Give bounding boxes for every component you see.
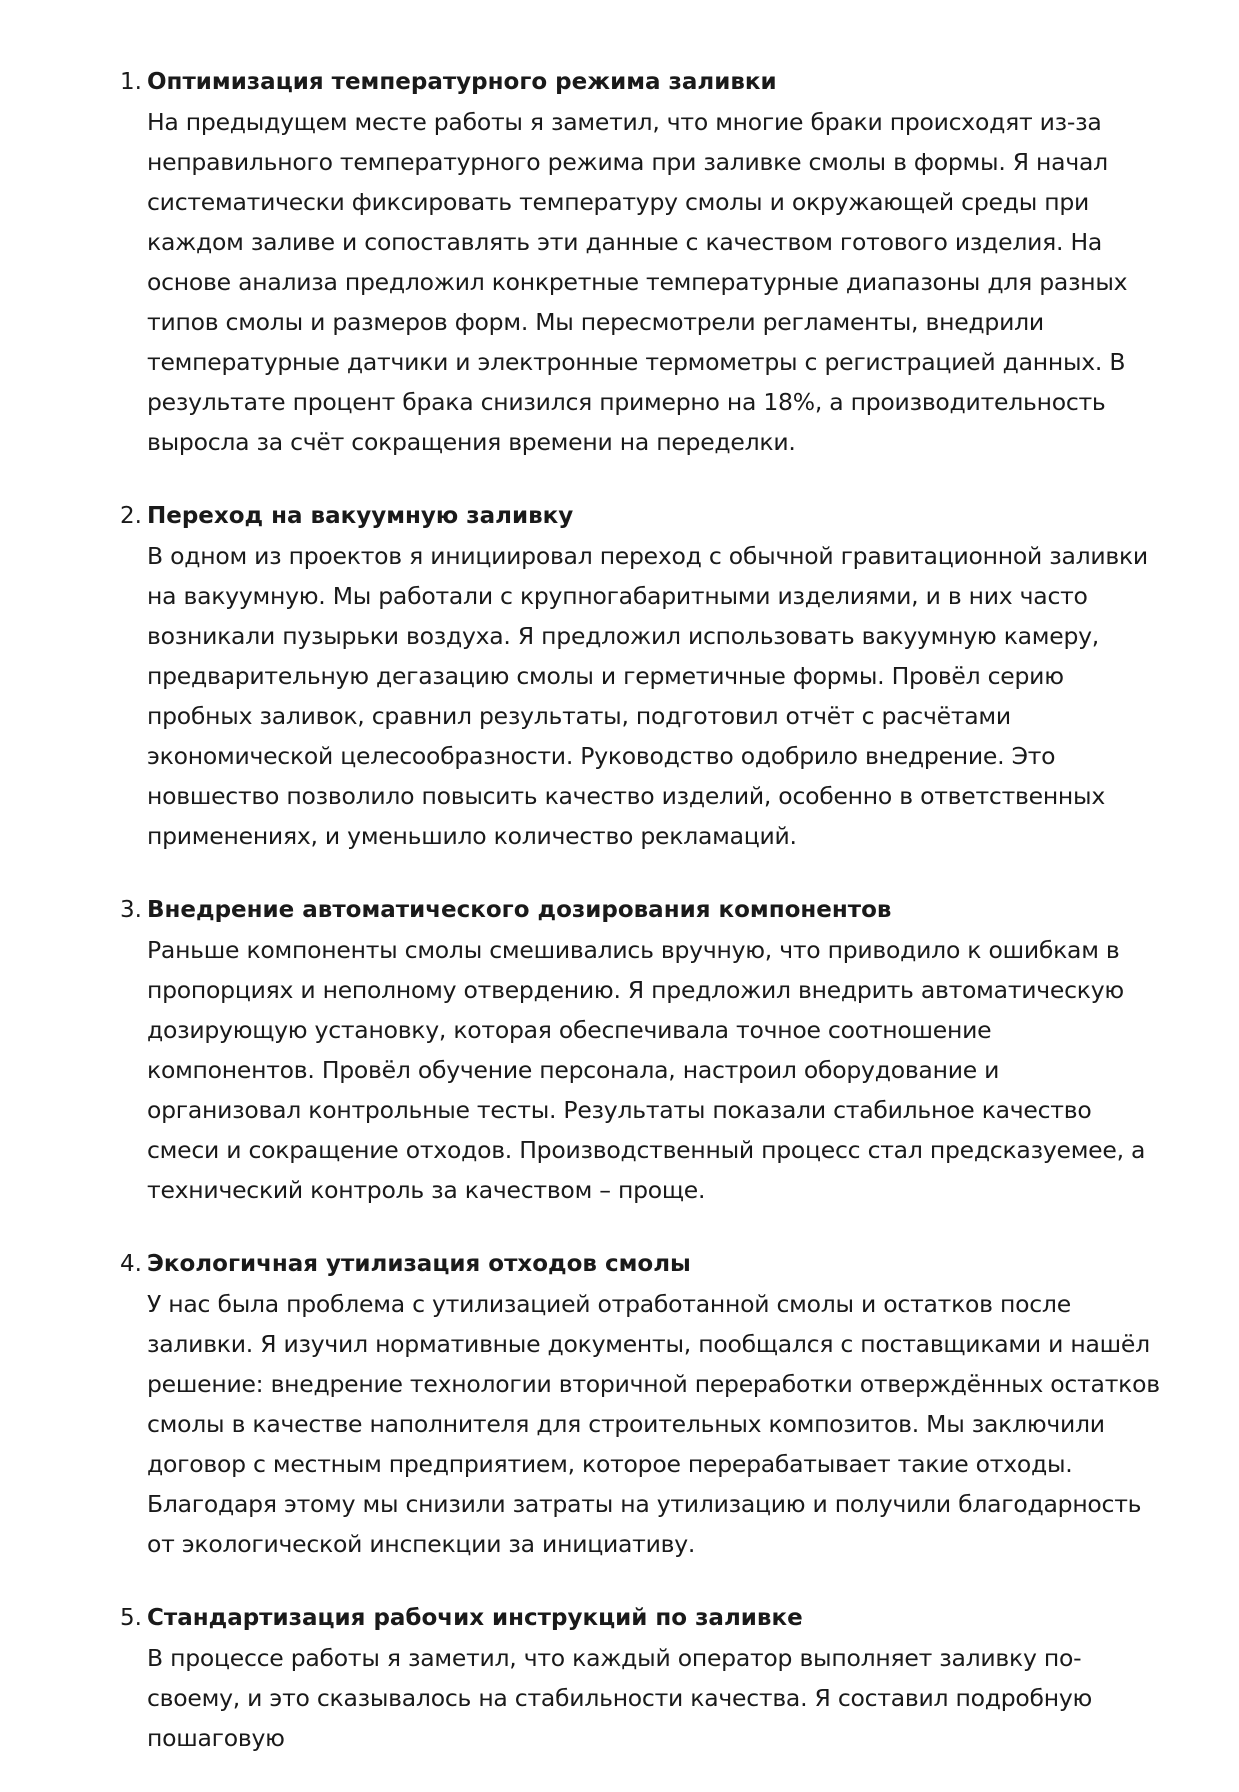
item-number: 2. <box>120 503 142 529</box>
item-text: Раньше компоненты смолы смешивались вручную, что приводило к ошибкам в пропорциях и неполному отвердению. Я предложил внедрить автоматическую дозирующую установку, которая обеспечивала точное соотношение компонентов. Провёл обучение персонала, настроил оборудование и организовал контрольные тесты. Результаты показали стабильное качество смеси и сокращение отходов. Производственный процесс стал предсказуемее, а технический контроль за качеством – проще. <box>147 936 1146 1204</box>
item-number: 1. <box>120 69 142 95</box>
list-item-1 <box>120 62 1160 462</box>
item-content <box>147 496 1160 856</box>
item-number: 5. <box>120 1605 142 1631</box>
item-content <box>147 890 1160 1210</box>
document-page <box>120 62 1160 1792</box>
item-text: На предыдущем месте работы я заметил, что многие браки происходят из-за неправильного температурного режима при заливке смолы в формы. Я начал систематически фиксировать температуру смолы и окружающей среды при каждом заливе и сопоставлять эти данные с качеством готового изделия. На основе анализа предложил конкретные температурные диапазоны для разных типов смолы и размеров форм. Мы пересмотрели регламенты, внедрили температурные датчики и электронные термометры с регистрацией данных. В результате процент брака снизился примерно на 18%, а производительность выросла за счёт сокращения времени на переделки. <box>147 108 1128 456</box>
item-content <box>147 1244 1160 1564</box>
item-title: Оптимизация температурного режима заливки <box>147 69 777 95</box>
item-number: 4. <box>120 1251 142 1277</box>
item-title: Стандартизация рабочих инструкций по заливке <box>147 1605 803 1631</box>
item-content <box>147 1598 1160 1758</box>
item-content <box>147 62 1160 462</box>
item-text: В одном из проектов я инициировал переход с обычной гравитационной заливки на вакуумную. Мы работали с крупногабаритными изделиями, и в них часто возникали пузырьки воздуха. Я предложил использовать вакуумную камеру, предварительную дегазацию смолы и герметичные формы. Провёл серию пробных заливок, сравнил результаты, подготовил отчёт с расчётами экономической целесообразности. Руководство одобрило внедрение. Это новшество позволило повысить качество изделий, особенно в ответственных применениях, и уменьшило количество рекламаций. <box>147 542 1148 850</box>
item-title: Экологичная утилизация отходов смолы <box>147 1251 691 1277</box>
item-title: Внедрение автоматического дозирования компонентов <box>147 897 892 923</box>
item-text: У нас была проблема с утилизацией отработанной смолы и остатков после заливки. Я изучил нормативные документы, пообщался с поставщиками и нашёл решение: внедрение технологии вторичной переработки отверждённых остатков смолы в качестве наполнителя для строительных композитов. Мы заключили договор с местным предприятием, которое перерабатывает такие отходы. Благодаря этому мы снизили затраты на утилизацию и получили благодарность от экологической инспекции за инициативу. <box>147 1290 1160 1558</box>
item-number: 3. <box>120 897 142 923</box>
item-title: Переход на вакуумную заливку <box>147 503 574 529</box>
item-text: В процессе работы я заметил, что каждый оператор выполняет заливку по-своему, и это сказывалось на стабильности качества. Я составил подробную пошаговую <box>147 1644 1093 1752</box>
list-item-5 <box>120 1598 1160 1758</box>
list-item-2 <box>120 496 1160 856</box>
list-item-4 <box>120 1244 1160 1564</box>
list-item-3 <box>120 890 1160 1210</box>
